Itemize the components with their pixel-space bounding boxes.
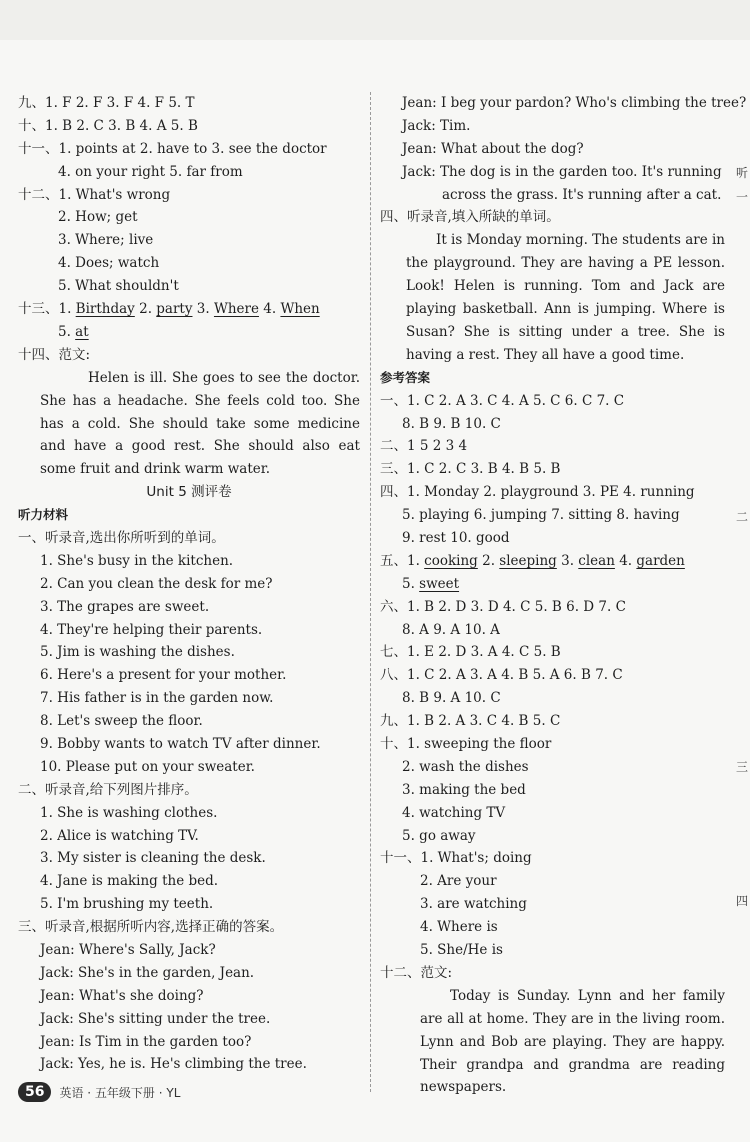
text-line: 2. Can you clean the desk for me? [40, 575, 273, 592]
listening-dialogue-section [380, 92, 747, 229]
text-line: 7. His father is in the garden now. [40, 690, 274, 707]
text-line: 6. Here's a present for your mother. [40, 667, 287, 684]
text-line: Jean: Is Tim in the garden too? [40, 1033, 252, 1050]
text-line: 10. Please put on your sweater. [40, 758, 255, 775]
text-line: 十一、1. What's; doing [380, 850, 532, 867]
page-number: 56 [18, 1082, 51, 1102]
text-line: 4. Where is [420, 919, 498, 936]
edge-mark: 听 [736, 166, 749, 180]
text-line: 4. watching TV [402, 804, 506, 821]
text-line: 一、1. C 2. A 3. C 4. A 5. C 6. C 7. C [380, 392, 625, 409]
model-essay-unit4: Helen is ill. She goes to see the doctor. She has a headache. She feels cold too. She has a cold. She should take some medicine and have a good rest. She should also eat some fruit and drink warm water. [40, 369, 360, 478]
text-line: 4. Jane is making the bed. [40, 873, 219, 890]
text-line: 3. are watching [420, 896, 527, 913]
text-line: 8. B 9. B 10. C [402, 415, 501, 432]
text-line: 参考答案 [380, 369, 431, 385]
column-divider [370, 92, 371, 1092]
text-line: 十二、范文: [380, 964, 453, 981]
text-line: 4. They're helping their parents. [40, 621, 263, 638]
text-line: 十二、1. What's wrong [18, 186, 171, 203]
text-line: 5. She/He is [420, 942, 503, 959]
text-line: Jack: She's sitting under the tree. [40, 1010, 271, 1027]
text-line: Jack: The dog is in the garden too. It's running [402, 163, 722, 180]
text-line: 4. on your right 5. far from [58, 163, 243, 180]
text-line: 四、听录音,填入所缺的单词。 [380, 209, 560, 226]
text-line: 5. I'm brushing my teeth. [40, 896, 214, 913]
text-line: Jack: Tim. [402, 117, 471, 134]
page-footer [18, 1080, 180, 1104]
text-line: 七、1. E 2. D 3. A 4. C 5. B [380, 644, 561, 661]
model-essay-unit5: Today is Sunday. Lynn and her family are all at home. They are in the living room. Lynn and Bob are playing. They are happy. Their grandpa and grandma are reading newspapers. [420, 987, 725, 1096]
text-line: 1. She's busy in the kitchen. [40, 552, 234, 569]
answers-unit4-section [18, 92, 360, 367]
listening-passage: It is Monday morning. The students are in the playground. They are having a PE lesson. Look! Helen is running. Tom and Jack are playing basketball. Ann is jumping. Where is Susan? She is sitting under a tree. She is having a rest. They all have a good time. [406, 232, 725, 363]
unit-title: Unit 5 测评卷 [146, 484, 232, 501]
text-line: 一、听录音,选出你所听到的单词。 [18, 530, 225, 546]
edge-mark: 二 [736, 510, 749, 524]
text-line: Jack: Yes, he is. He's climbing the tree. [40, 1056, 307, 1073]
text-line: 8. Let's sweep the floor. [40, 713, 203, 730]
text-line: 5. sweet [402, 575, 460, 592]
text-line: 十、1. sweeping the floor [380, 736, 552, 753]
footer-label: 英语 · 五年级下册 · YL [59, 1085, 181, 1100]
text-line: 8. B 9. A 10. C [402, 690, 501, 707]
text-line: 5. playing 6. jumping 7. sitting 8. having [402, 507, 680, 524]
edge-mark: 一 [736, 190, 749, 204]
text-line: Jean: What about the dog? [402, 140, 584, 157]
text-line: 2. wash the dishes [402, 758, 529, 775]
text-line: 5. Jim is washing the dishes. [40, 644, 235, 661]
text-line: 五、1. cooking 2. sleeping 3. clean 4. garden [380, 552, 685, 569]
text-line: 十三、1. Birthday 2. party 3. Where 4. When [18, 301, 320, 318]
answer-key-section [380, 367, 725, 985]
right-column [380, 92, 747, 1099]
text-line: 9. Bobby wants to watch TV after dinner. [40, 736, 321, 753]
text-line: 2. How; get [58, 209, 138, 226]
text-line: 三、1. C 2. C 3. B 4. B 5. B [380, 461, 561, 478]
text-line: 9. rest 10. good [402, 530, 510, 547]
text-line: 3. making the bed [402, 781, 526, 798]
text-line: 九、1. F 2. F 3. F 4. F 5. T [18, 95, 195, 111]
text-line: across the grass. It's running after a cat. [442, 186, 722, 203]
edge-mark: 三 [736, 760, 749, 774]
text-line: 十四、范文: [18, 346, 91, 363]
text-line: 六、1. B 2. D 3. D 4. C 5. B 6. D 7. C [380, 598, 626, 615]
text-line: Jean: I beg your pardon? Who's climbing the tree? [402, 95, 747, 111]
text-line: 4. Does; watch [58, 255, 160, 272]
text-line: 八、1. C 2. A 3. A 4. B 5. A 6. B 7. C [380, 667, 623, 684]
text-line: 5. What shouldn't [58, 278, 179, 295]
text-line: Jack: She's in the garden, Jean. [40, 964, 255, 981]
text-line: 3. The grapes are sweet. [40, 598, 210, 615]
scan-top-band [0, 0, 750, 40]
text-line: 2. Alice is watching TV. [40, 827, 199, 844]
text-line: 二、听录音,给下列图片排序。 [18, 781, 198, 798]
text-line: 十一、1. points at 2. have to 3. see the doctor [18, 140, 327, 157]
text-line: 九、1. B 2. A 3. C 4. B 5. C [380, 713, 561, 730]
text-line: 三、听录音,根据所听内容,选择正确的答案。 [18, 919, 284, 936]
text-line: 四、1. Monday 2. playground 3. PE 4. running [380, 484, 695, 501]
text-line: 8. A 9. A 10. A [402, 621, 500, 638]
listening-material-section [18, 504, 360, 1076]
text-line: 听力材料 [18, 507, 69, 523]
text-line: 二、1 5 2 3 4 [380, 438, 468, 455]
text-line: 5. go away [402, 827, 476, 844]
text-line: 5. at [58, 323, 89, 340]
text-line: Jean: What's she doing? [40, 987, 204, 1004]
text-line: 1. She is washing clothes. [40, 804, 218, 821]
text-line: 2. Are your [420, 873, 497, 890]
text-line: 十、1. B 2. C 3. B 4. A 5. B [18, 117, 198, 134]
text-line: 3. My sister is cleaning the desk. [40, 850, 266, 867]
text-line: 3. Where; live [58, 232, 154, 249]
edge-mark: 四 [736, 894, 749, 908]
text-line: Jean: Where's Sally, Jack? [40, 942, 216, 959]
left-column [18, 92, 360, 1076]
